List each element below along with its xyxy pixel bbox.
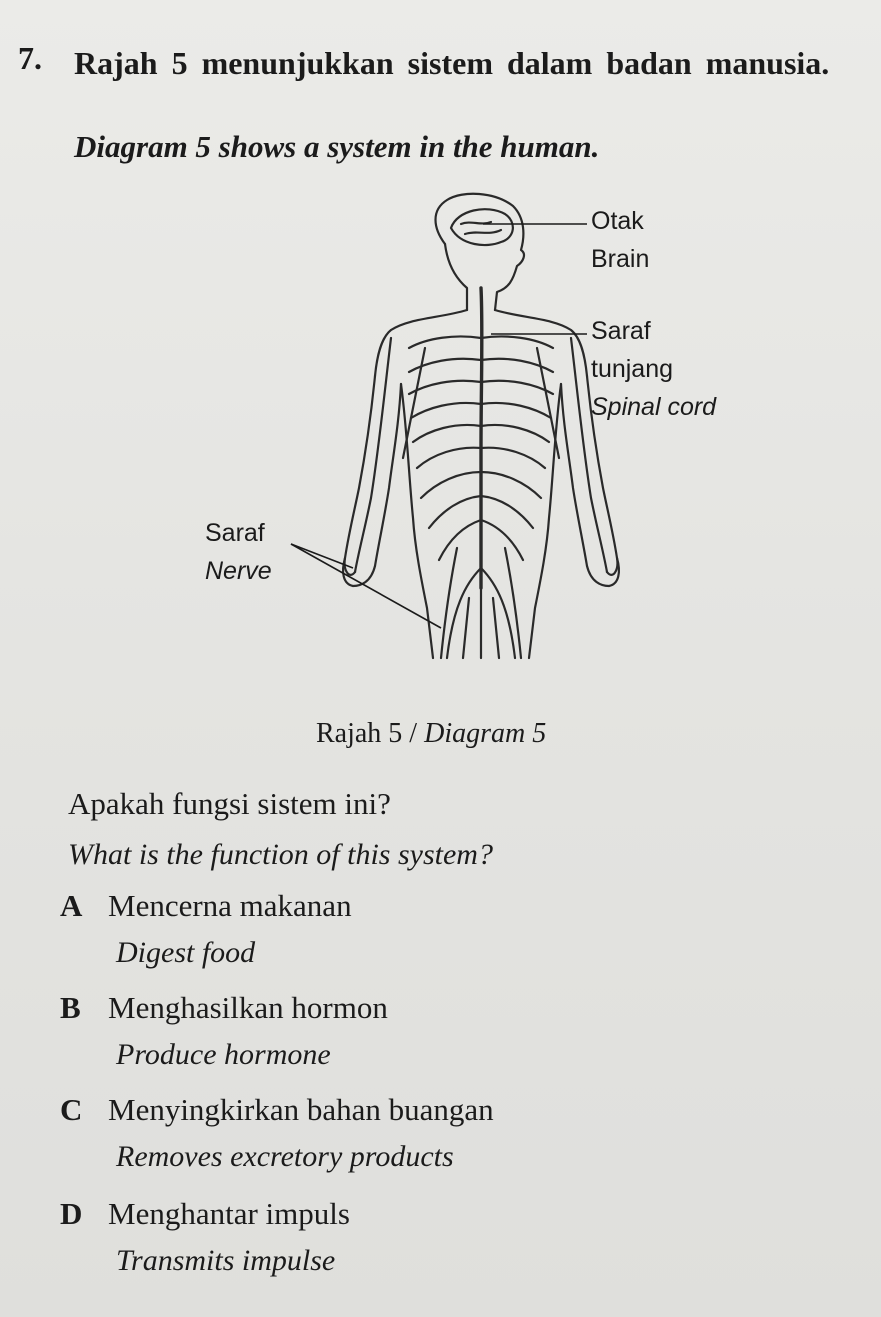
- label-brain-malay: Otak: [591, 207, 644, 235]
- option-b[interactable]: [60, 990, 388, 1026]
- option-a-english: Digest food: [116, 936, 256, 969]
- label-spinal-english: Spinal cord: [591, 393, 717, 421]
- option-d[interactable]: [60, 1196, 350, 1232]
- label-brain-english: Brain: [591, 245, 650, 273]
- option-d-english: Transmits impulse: [116, 1244, 336, 1277]
- option-a-malay: Mencerna makanan: [108, 888, 352, 923]
- nervous-system-diagram: [195, 188, 755, 668]
- label-nerve-english: Nerve: [205, 557, 272, 585]
- option-c-letter: C: [60, 1092, 83, 1127]
- option-c-malay: Menyingkirkan bahan buangan: [108, 1092, 494, 1127]
- option-d-letter: D: [60, 1196, 83, 1231]
- label-spinal-malay-2: tunjang: [591, 355, 674, 383]
- option-d-malay: Menghantar impuls: [108, 1196, 350, 1231]
- human-body-illustration: [195, 188, 755, 668]
- option-c[interactable]: [60, 1092, 494, 1128]
- option-a-letter: A: [60, 888, 83, 923]
- diagram-caption: [316, 718, 546, 750]
- caption-malay: Rajah 5 /: [316, 718, 425, 749]
- question-stem-english: Diagram 5 shows a system in the human.: [74, 129, 600, 164]
- label-spinal-malay-1: Saraf: [591, 317, 651, 345]
- prompt-english: What is the function of this system?: [68, 838, 493, 871]
- option-b-english: Produce hormone: [116, 1038, 331, 1071]
- option-a[interactable]: [60, 888, 352, 924]
- label-nerve-malay: Saraf: [205, 519, 265, 547]
- option-b-letter: B: [60, 990, 81, 1025]
- question-stem-malay: Rajah 5 menunjukkan sistem dalam badan manusia.: [74, 45, 830, 81]
- caption-english: Diagram 5: [424, 718, 547, 749]
- question-number: 7.: [18, 40, 42, 76]
- prompt-malay: Apakah fungsi sistem ini?: [68, 786, 391, 821]
- option-b-malay: Menghasilkan hormon: [108, 990, 388, 1025]
- option-c-english: Removes excretory products: [116, 1140, 454, 1173]
